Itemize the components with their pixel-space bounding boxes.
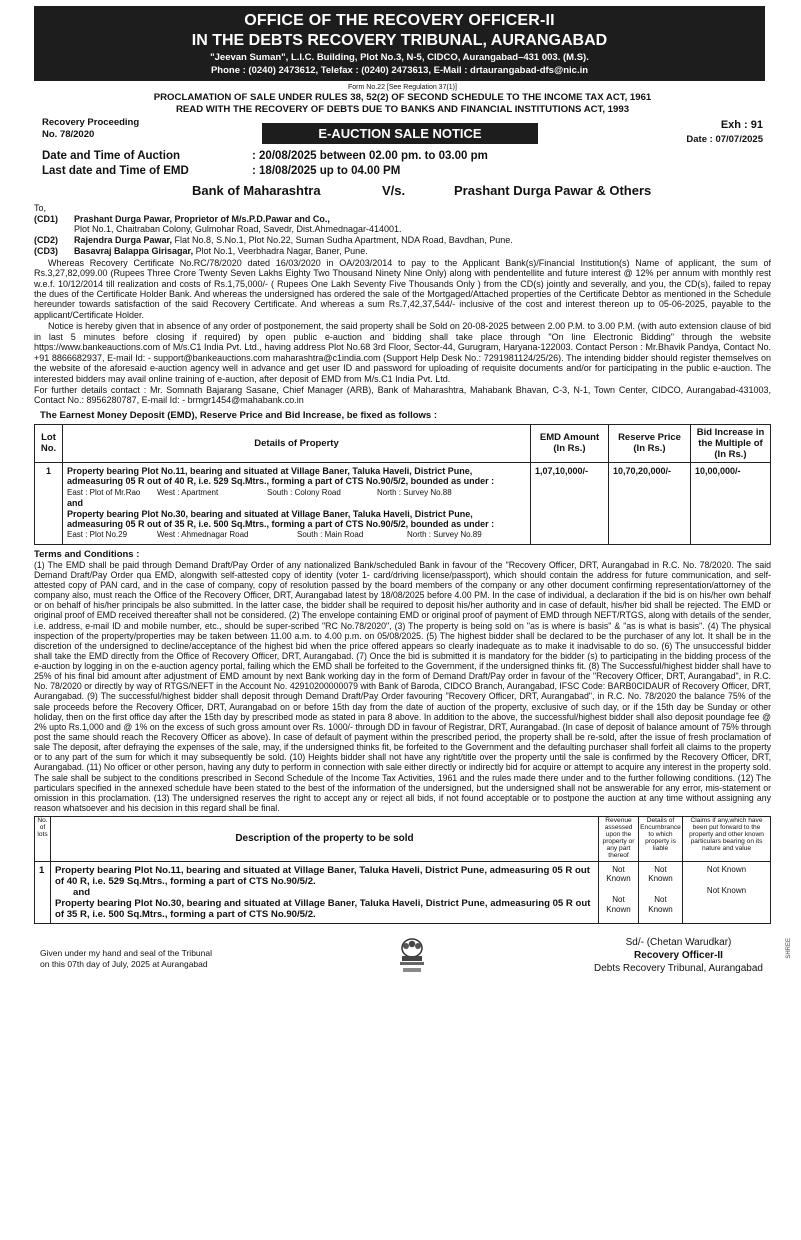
side-mark: SHREE [786,938,793,959]
column-header: Reserve Price (In Rs.) [609,424,691,462]
column-header: Details of Property [63,424,531,462]
and-connector: and [67,498,84,509]
emd-deadline-label: Last date and Time of EMD [42,165,189,178]
property-description [51,861,599,924]
claims-cell [683,861,771,924]
respondents: Prashant Durga Pawar & Others [454,183,652,199]
revenue-value: Not Known [606,864,631,883]
property-2: Property bearing Plot No.30, bearing and situated at Village Baner, Taluka Haveli, District Pune, admeasuring 05 R out of 35 R, i.e. 500 Sq.Mtrs., forming a part of CTS No.90/5/2, bounded as under : [67,508,495,529]
terms-text: (1) The EMD shall be paid through Demand Draft/Pay Order of any nationalized Bank/scheduled Bank in favour of the "Recovery Officer, DRT, Aurangabad in R.C. No. 78/2020. The said Demand Draft/Pay Order qua EMD, alongwith self-attested copy of identity (voter 1- card/driving license/passport), which should contain the address for future communication, and self-attested copy of PAN card, and in the case of company, copy of resolution passed by the board members of the company or any other document confirming representation/attorney of the company also, must reach the Office of the Recovery Officer, DRT, Aurangabad latest by 18/08/2025 before 4.00 PM. In the case of individual, a declaration if the bid is on his/her own behalf or on behalf of his/her principals be also submitted. In the latter case, the bidder shall be required to deposit his/her authority and in case of default, his/her bid shall be rejected. The EMD or original proof of EMD received thereafter shall not be considered. (2) The envelope containing EMD or original proof of payment of EMD through NEFT/RTGS, along with details of the sender, i.e. address, e-mail ID and mobile number, etc., should be super-scribed "RC No.78/2020", (3) The property is being sold on "as is where is basis" & "as is what is basis". (4) The physical inspection of the property/properties may be taken between 11.00 a.m. to 4.00 p.m. on 05/08/2025. (5) The highest bidder shall be declared to be the purchaser of any lot. It shall be in the discretion of the undersigned to decline/acceptance of the highest bid when the price offered appears so clearly inadequate as to make it inadvisable to do so. (6) The unsuccessful bidder shall take the EMD directly from the Office of Recovery Officer, DRT, Aurangabad. (7) Once the bid is submitted it is mandatory for the bidder (s) to participating in the bidding process of the e-auction by logging in on the e-auction agency portal, failing which the EMD shall be forfeited to the Government, if the undersigned thinks fit. (8) The Successful/highest bidder shall have to 25% of his final bid amount after adjustment of EMD amount by next Bank working day in the form of Demand Draft/Pay order in favour of the "Recovery Officer, DRT, Aurangabad", in R.C. No. 78/2020 or directly by way of RTGS/NEFT in the Account No. 42910200000079 with Bank of Baroda, CIDCO Branch, Aurangabad, IFSC Code: BARB0CIDAUR of Recovery Officer, DRT, Aurangabad. (9) The successful/highest bidder shall deposit through Demand Draft/Pay Order favouring "Recovery Officer, DRT, Aurangabad", in R.C. No. 78/2020 the balance 75% of the sale proceeds before the Recovery Officer, DRT, Aurangabad on or before 15th day from the date of auction of the property, exclusive of such day, or if the 15th day be Sunday or other holiday, then on the first office day after the 15th day by prescribed mode as stated in para 8 above. In addition to the above, the successful/highest bidder shall also deposit poundage fee @ 2% upto Rs.1,000 and @ 1% on the excess of such gross amount over Rs. 1000/- through DD in favour of Registrar, DRT, Aurangabad. (In case of deposit of balance amount of 75% through post the same should reach the Recovery Officer as above). In case of default of payment within the prescribed period, the property shall be re-sold, after the issue of fresh proclamation of sale The deposit, after defraying the expenses of the sale, may, if the undersigned thinks fit, be forfeited to the Government and the defaulting purchaser shall forfeit all claims to the property or to any part of the sum for which it may subsequently be sold. (10) Heights bidder shall not have any right/title over the property until the sale is confirmed by the Recovery Officer, DRT, Aurangabad. (11) No officer or other person, having any duty to perform in connection with sale either directly or indirectly bid for acquire or attempt to acquire any interest in the property sold. The sale shall be subject to the conditions prescribed in Second Schedule of the Income Tax Activities, 1961 and the rules made there under and to the further following conditions. (12) The particulars specified in the annexed schedule have been stated to the best of the information of the undersigned, but the undersigned shall not be answerable for any error, mis-statement or omission in this proclamation. (13) The undersigned reserves the right to accept any or reject all bids, if not found acceptable or to postpone the auction at any time without assigning any reason whatsoever and his decision in this regard shall be final. [34,559,772,814]
column-header: Claims if any,which have been put forward to the property and other known particulars bearing on its nature and value [683,817,771,862]
table-row [35,462,771,544]
given-line-2: on this 07th day of July, 2025 at Aurangabad [40,959,208,970]
office-title: OFFICE OF THE RECOVERY OFFICER-II [244,12,555,29]
property-description-table [34,816,771,924]
property-1: Property bearing Plot No.11, bearing and situated at Village Baner, Taluka Haveli, District Pune, admeasuring 05 R out of 40 R, i.e. 529 Sq.Mtrs., forming a part of CTS No.90/5/2, bounded as under : [67,465,495,487]
officer-title: Recovery Officer-II [634,950,723,962]
signature-block [594,936,763,975]
debtor-key: (CD3) [34,245,58,256]
debtor-row [34,235,771,246]
property-1: Property bearing Plot No.11, bearing and situated at Village Baner, Taluka Haveli, District Pune, admeasuring 05 R out of 40 R, i.e. 529 Sq.Mtrs., forming a part of CTS No.90/5/2. [55,864,590,887]
tribunal-name: Debts Recovery Tribunal, Aurangabad [594,963,763,975]
boundary: East : Plot of Mr.Rao [67,487,141,497]
signed-by: Sd/- (Chetan Warudkar) [625,937,732,949]
versus: V/s. [382,183,406,199]
column-header: EMD Amount (In Rs.) [531,424,609,462]
debtor-name: Basavraj Balappa Girisagar, [74,245,194,256]
whereas-paragraph: Whereas Recovery Certificate No.RC/78/2020 dated 16/03/2020 in OA/203/2014 to pay to the Applicant Bank(s)/Financial Institution(s) Name of applicant, the sum of Rs.3,27,82,099.00 (Rupees Three Crore Twenty Seven Lakhs Eighty Two Thousand Ninety Nine Only) along with pendentellite and future interest @ 12% per annum with monthly rest w.e.f. 10/12/2014 till realization and costs of Rs.1,75,000/- ( Rupees One Lakh Seventy Five Thousands Only ) from the CD(s) jointly and severally, and you, the CD(s), failed to repay the dues of the Certificate Holder Bank. And whereas the undersigned has ordered the sale of the Mortgaged/Attached properties of the Certificate Debtor as mentioned in the Schedule hereunder towards satisfaction of the said Recovery Certificate. And whereas a sum Rs.7,42,37,544/- inclusive of the cost and interest thereon up to 05-06-2025, payable to the applicant/Certificate Holder. [34,257,771,320]
bid-increase: 10,00,000/- [691,462,771,544]
column-header: Description of the property to be sold [51,817,599,862]
recovery-proceeding-number: No. 78/2020 [42,129,95,141]
debtor-row [34,224,771,235]
debtor-key [34,224,74,235]
form-number: Form No.22 [See Regulation 37(1)] [348,84,457,92]
boundary: North : Survey No.88 [377,487,452,497]
case-parties [34,183,771,203]
boundary: North : Survey No.89 [407,530,482,540]
column-header: Lot No. [35,424,63,462]
column-header: No. of lots [35,817,51,862]
notice-title-badge: E-AUCTION SALE NOTICE [262,123,538,144]
debtor-address: Plot No.1, Veerbhadra Nagar, Baner, Pune. [193,245,368,256]
boundary: West : Ahmednagar Road [157,530,249,540]
reserve-price: 10,70,20,000/- [609,462,691,544]
recovery-proceeding [42,117,139,141]
boundary: South : Main Road [297,530,364,540]
proclamation-line-1: PROCLAMATION OF SALE UNDER RULES 38, 52(2) OF SECOND SCHEDULE TO THE INCOME TAX ACT, 1961 [153,92,652,104]
notice-date: Date : 07/07/2025 [686,134,763,146]
tribunal-title: IN THE DEBTS RECOVERY TRIBUNAL, AURANGABAD [191,31,608,49]
proclamation-line-2: READ WITH THE RECOVERY OF DEBTS DUE TO BANKS AND FINANCIAL INSTITUTIONS ACT, 1993 [175,103,630,115]
column-header: Revenue assessed upon the property or any part thereof [599,817,639,862]
emd-amount: 1,07,10,000/- [531,462,609,544]
encumbrance-cell [639,861,683,924]
auction-time-label: Date and Time of Auction [42,150,181,163]
office-header-banner [34,6,765,81]
boundary: South : Colony Road [267,487,341,497]
debtor-address: Plot No.1, Chaitraban Colony, Gulmohar Road, Savedr, Dist.Ahmednagar-414001. [74,224,402,235]
table-header-row [35,424,771,462]
boundaries-2 [67,530,526,539]
debtor-row [34,246,771,257]
debtor-name: Rajendra Durga Pawar, [74,235,173,246]
national-emblem-icon [394,936,430,978]
document-footer [34,932,793,992]
lot-number: 1 [35,861,51,924]
proclamation-heading [34,92,771,115]
given-line-1: Given under my hand and seal of the Tribunal [40,948,212,959]
auction-schedule [42,149,771,179]
auction-time-value: : 20/08/2025 between 02.00 pm. to 03.00 pm [252,150,488,163]
boundaries-1 [67,488,526,497]
emd-deadline-value: : 18/08/2025 up to 04.00 PM [252,165,401,178]
office-address: "Jeevan Suman", L.I.C. Building, Plot No.3, N-5, CIDCO, Aurangabad–431 003. (M.S). [210,52,589,64]
property-2: Property bearing Plot No.30, bearing and situated at Village Baner, Taluka Haveli, District Pune, admeasuring 05 R out of 35 R, i.e. 500 Sq.Mtrs., forming a part of CTS No.90/5/2. [55,898,591,921]
exhibit-number: Exh : 91 [720,119,763,132]
table-header-row [35,817,771,862]
column-header: Bid Increase in the Multiple of (In Rs.) [691,424,771,462]
claims-value: Not Known [706,885,747,895]
lot-number: 1 [35,462,63,544]
table-row [35,861,771,924]
given-under-hand [40,948,212,970]
notice-paragraph: Notice is hereby given that in absence of any order of postponement, the said property shall be Sold on 20-08-2025 between 2.00 P.M. to 3.00 P.M. (with auto extension clause of bid in last 5 minutes before closing if required) by open public e-auction and bidding shall take place through "On line Electronic Bidding" through the website https://www.bankeauctions.com of M/s.C1 India Pvt. Ltd., having address Plot No.68 3rd Floor, Sector-44, Gurugram, Haryana-122003. Contact Person : Mr.Bhavik Pandya, Contact No. +91 8866682937, E-mail Id: - support@bankeauctions.com maharashtra@c1india.com (Support Help Desk No.: 7291981124/25/26). The intending bidder should register themselves on the website of the aforesaid e-auction agency well in advance and get user ID and password for uploading of requisite documents and/or for participating in the public e-auction. The interested bidders may avail online training of e-auction, after deposit of EMD from M/s.C1 India Pvt. Ltd. [34,321,771,384]
property-details [63,462,531,544]
certificate-debtors [34,214,771,257]
debtor-key: (CD1) [34,213,58,224]
terms-heading: Terms and Conditions : [34,548,140,560]
boundary: West : Apartment [157,487,219,497]
column-header: Details of Encumbrance to which property is liable [639,817,683,862]
and-connector: and [73,886,91,898]
debtor-row [34,214,771,225]
debtor-name: Prashant Durga Pawar, Proprietor of M/s.P.D.Pawar and Co., [74,213,330,224]
office-contact: Phone : (0240) 2473612, Telefax : (0240) 2473613, E-Mail : drtaurangabad-dfs@nic.in [210,65,589,77]
encumbrance-value: Not Known [648,895,673,914]
addressee-to: To, [34,203,47,214]
debtor-address: Flat No.8, S.No.1, Plot No.22, Suman Sudha Apartment, NDA Road, Bavdhan, Pune. [172,235,513,246]
revenue-cell [599,861,639,924]
claims-value: Not Known [706,864,747,874]
debtor-key: (CD2) [34,235,58,246]
boundary: East : Plot No.29 [67,530,128,540]
recovery-proceeding-label: Recovery Proceeding [42,117,140,129]
contact-paragraph: For further details contact : Mr. Somnath Bajarang Sasane, Chief Manager (ARB), Bank of Maharashtra, Mahabank Bhavan, C-3, N-1, Town Center, CIDCO, Aurangabad-431003, Contact No.: 8956280787, E-mail Id: - brmgr1454@mahabank.co.in [34,384,771,406]
emd-table [34,424,771,545]
encumbrance-value: Not Known [648,864,673,883]
revenue-value: Not Known [606,895,631,914]
emd-table-title: The Earnest Money Deposit (EMD), Reserve Price and Bid Increase, be fixed as follows : [40,409,438,421]
applicant-bank: Bank of Maharashtra [192,183,321,199]
